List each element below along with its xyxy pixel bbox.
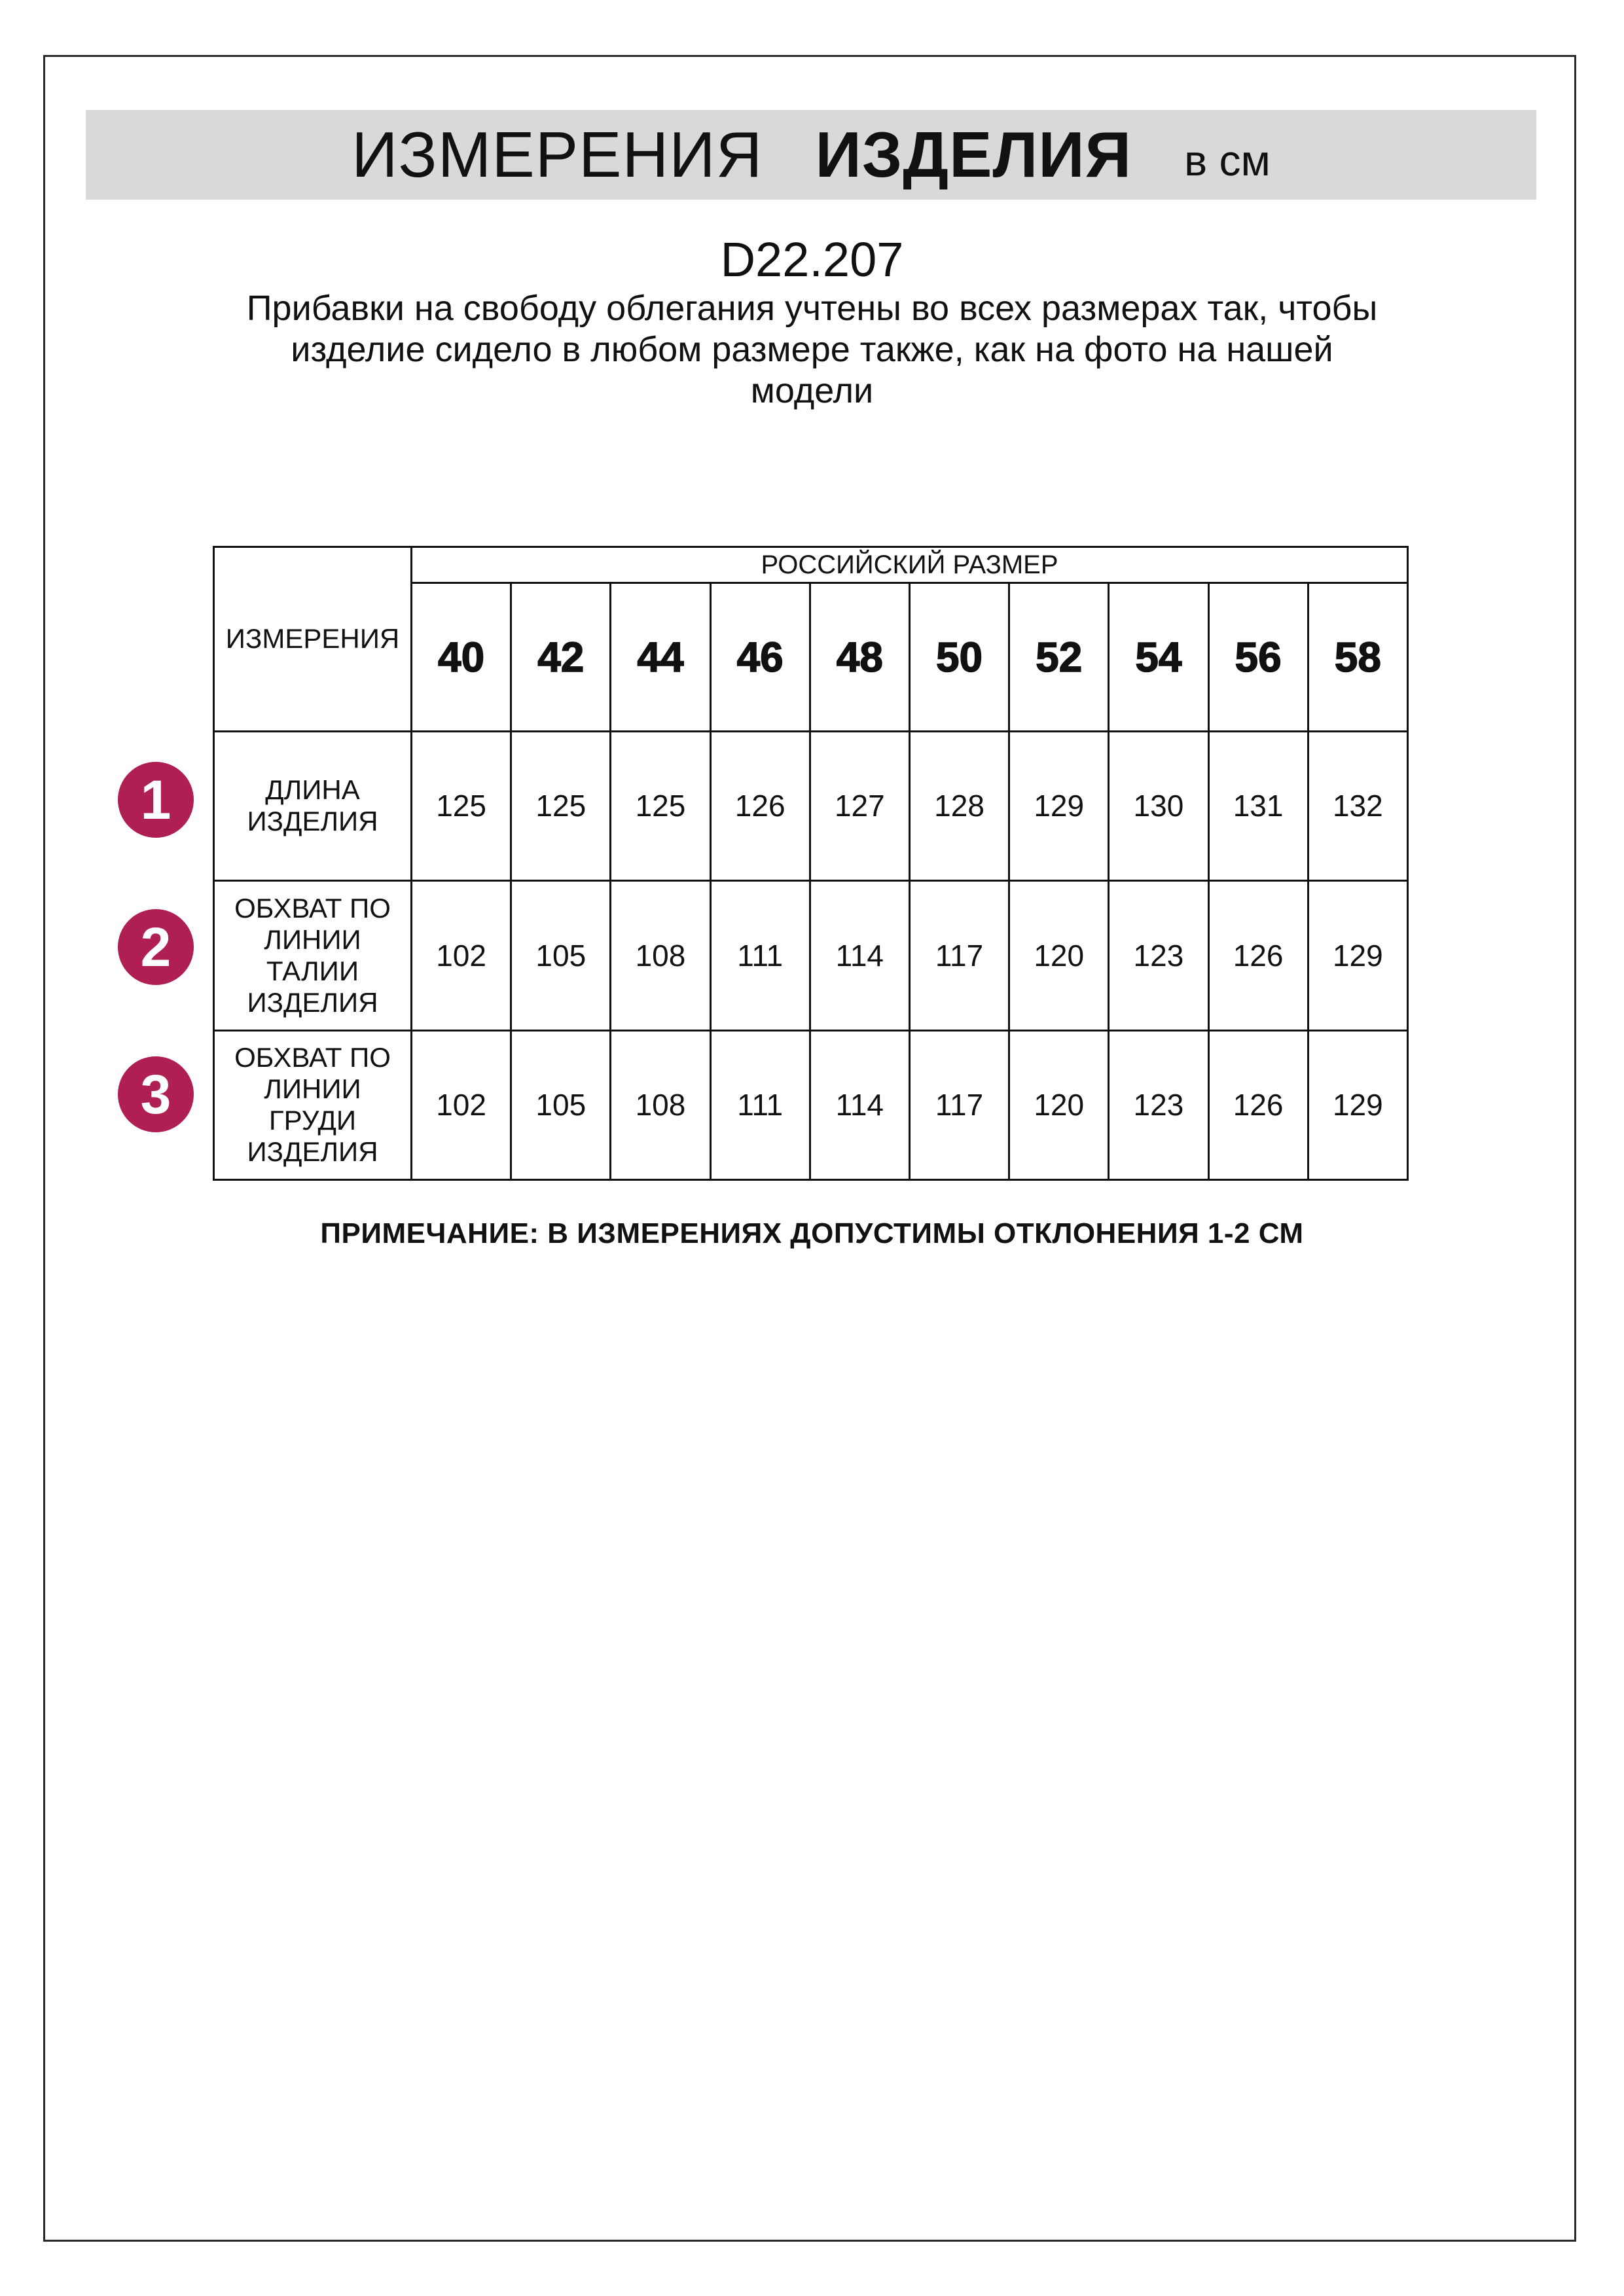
table-cell: 125 [412,731,511,880]
row-label-waist: ОБХВАТ ПО ЛИНИИ ТАЛИИ ИЗДЕЛИЯ [214,881,412,1030]
table-cell: 108 [611,1030,710,1179]
table-cell: 128 [909,731,1009,880]
table-cell: 126 [1208,1030,1308,1179]
table-cell: 132 [1308,731,1407,880]
table-cell: 114 [810,881,909,1030]
russian-size-label: РОССИЙСКИЙ РАЗМЕР [412,547,1408,583]
size-header: 52 [1009,583,1109,731]
title-word-product: ИЗДЕЛИЯ [815,118,1132,190]
intro-line: изделие сидело в любом размере также, как на фото на нашей [291,330,1333,369]
corner-label: ИЗМЕРЕНИЯ [214,547,412,732]
marker-badge-3: 3 [118,1056,194,1132]
row-label-chest: ОБХВАТ ПО ЛИНИИ ГРУДИ ИЗДЕЛИЯ [214,1030,412,1179]
table-cell: 126 [1208,881,1308,1030]
table-cell: 117 [909,1030,1009,1179]
table-cell: 129 [1308,1030,1407,1179]
marker-badge-2: 2 [118,909,194,985]
table-cell: 123 [1109,1030,1208,1179]
row-label-length: ДЛИНА ИЗДЕЛИЯ [214,731,412,880]
footnote: ПРИМЕЧАНИЕ: В ИЗМЕРЕНИЯХ ДОПУСТИМЫ ОТКЛОНЕНИЯ 1-2 СМ [320,1217,1304,1249]
table-header-row [214,547,1408,583]
table-cell: 130 [1109,731,1208,880]
table-cell: 105 [511,881,611,1030]
intro-line: Прибавки на свободу облегания учтены во всех размерах так, чтобы [246,289,1378,328]
table-cell: 111 [710,1030,810,1179]
size-header: 58 [1308,583,1407,731]
table-row-length [214,731,1408,880]
size-header: 54 [1109,583,1208,731]
intro-note [196,288,1428,412]
product-code: D22.207 [720,232,904,287]
table-row-chest [214,1030,1408,1179]
table-cell: 102 [412,881,511,1030]
table-cell: 111 [710,881,810,1030]
table-cell: 125 [511,731,611,880]
table-cell: 102 [412,1030,511,1179]
table-cell: 129 [1009,731,1109,880]
table-cell: 105 [511,1030,611,1179]
size-header: 48 [810,583,909,731]
table-cell: 129 [1308,881,1407,1030]
table-cell: 117 [909,881,1009,1030]
size-header: 40 [412,583,511,731]
size-header: 42 [511,583,611,731]
size-header: 44 [611,583,710,731]
table-cell: 120 [1009,881,1109,1030]
title-unit: в см [1184,136,1271,185]
table-cell: 125 [611,731,710,880]
table-cell: 127 [810,731,909,880]
table-row-waist [214,881,1408,1030]
table-cell: 114 [810,1030,909,1179]
table-cell: 120 [1009,1030,1109,1179]
size-chart-table [213,546,1409,1181]
size-header: 50 [909,583,1009,731]
title-bar [86,110,1536,200]
title-word-measurements: ИЗМЕРЕНИЯ [352,118,763,190]
table-cell: 123 [1109,881,1208,1030]
table-cell: 108 [611,881,710,1030]
marker-badge-1: 1 [118,762,194,838]
table-cell: 131 [1208,731,1308,880]
intro-line: модели [750,371,874,410]
size-header: 56 [1208,583,1308,731]
size-header: 46 [710,583,810,731]
table-cell: 126 [710,731,810,880]
